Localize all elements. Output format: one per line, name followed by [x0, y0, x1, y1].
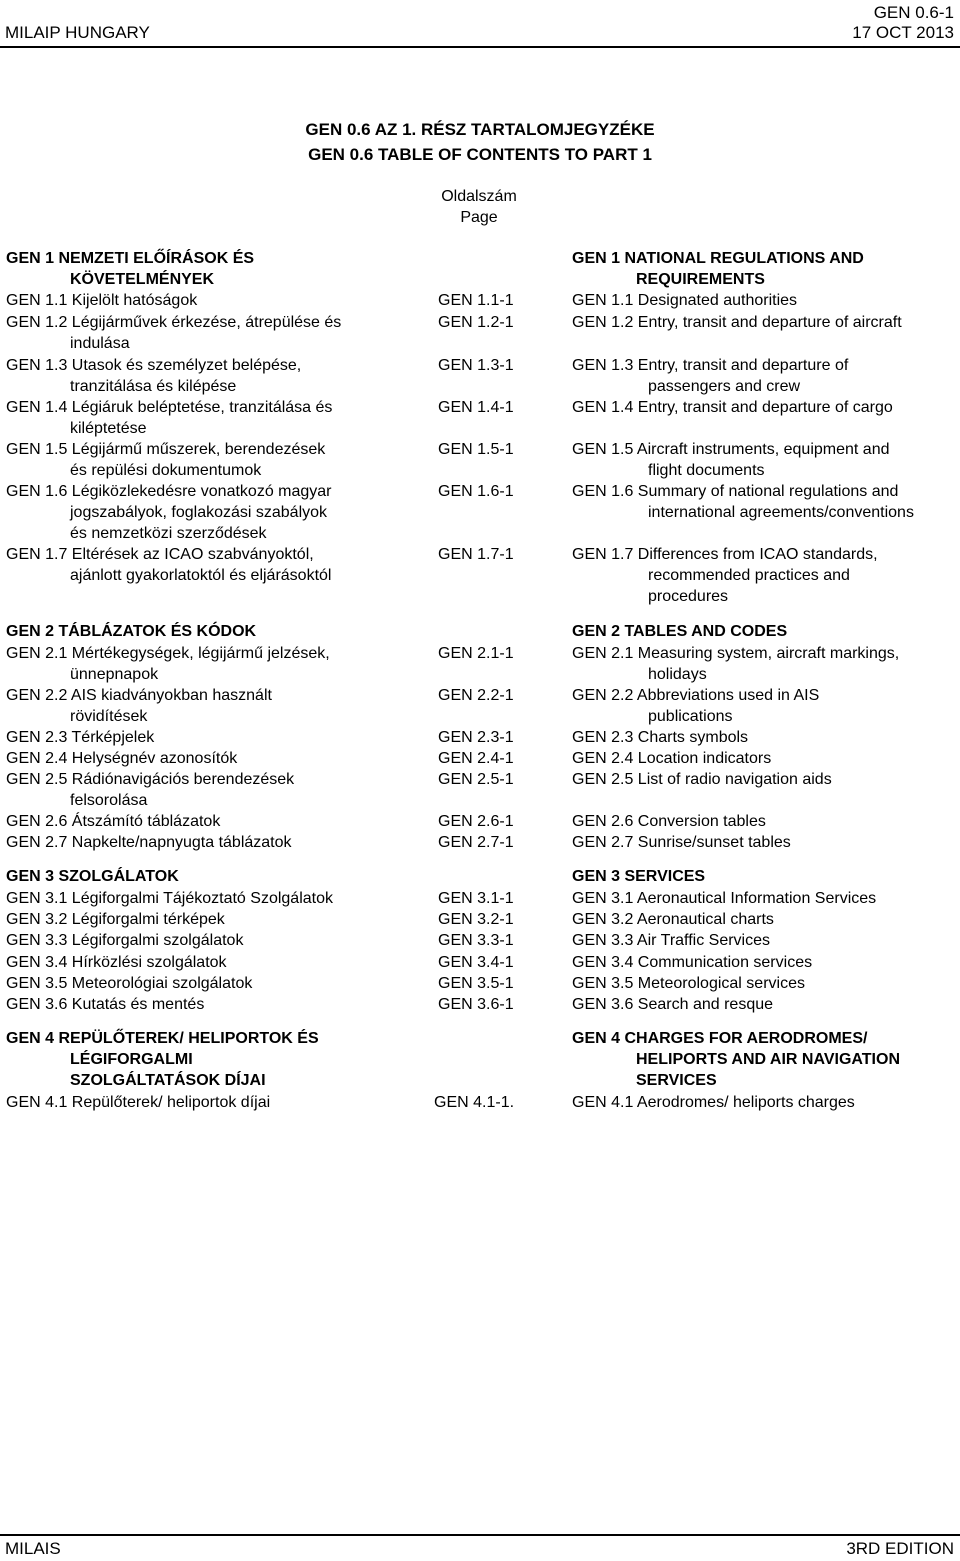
section-heading-en-line1: GEN 4 CHARGES FOR AERODROMES/ [572, 1030, 868, 1047]
toc-entry-en-cont: publications [648, 708, 733, 725]
section-heading-en-line1: GEN 1 NATIONAL REGULATIONS AND [572, 250, 864, 267]
section-heading-hu-line2: KÖVETELMÉNYEK [70, 271, 215, 288]
publication-date: 17 OCT 2013 [852, 23, 954, 42]
toc-entry-en: GEN 3.4 Communication services [572, 954, 813, 971]
toc-page-ref: GEN 1.1-1 [438, 292, 514, 309]
section-heading-hu [6, 248, 406, 290]
toc-entry-en: GEN 1.3 Entry, transit and departure of [572, 357, 849, 374]
toc-entry-hu: GEN 2.6 Átszámító táblázatok [6, 813, 221, 830]
footer-edition: 3RD EDITION [846, 1539, 954, 1558]
toc-page-ref: GEN 2.7-1 [438, 834, 514, 851]
section-heading-en: GEN 3 SERVICES [572, 868, 706, 885]
section-heading-en-line2: HELIPORTS AND AIR NAVIGATION [636, 1051, 900, 1068]
title-english: GEN 0.6 TABLE OF CONTENTS TO PART 1 [308, 145, 652, 164]
toc-entry-hu: GEN 2.7 Napkelte/napnyugta táblázatok [6, 834, 292, 851]
toc-page-ref: GEN 2.6-1 [438, 813, 514, 830]
toc-page-ref: GEN 3.3-1 [438, 932, 514, 949]
toc-entry-en: GEN 3.3 Air Traffic Services [572, 932, 770, 949]
section-heading-hu-line1: GEN 4 REPÜLŐTEREK/ HELIPORTOK ÉS [6, 1030, 319, 1047]
toc-entry-hu-cont: tranzitálása és kilépése [70, 378, 237, 395]
toc-entry-en: GEN 3.1 Aeronautical Information Services [572, 890, 877, 907]
toc-entry-en: GEN 1.6 Summary of national regulations and [572, 483, 899, 500]
column-header-oldalszam: Oldalszám [441, 188, 517, 205]
section-heading-hu-line2: LÉGIFORGALMI [70, 1051, 193, 1068]
toc-entry-hu-cont: rövidítések [70, 708, 148, 725]
publication-name: MILAIP HUNGARY [5, 23, 150, 42]
toc-entry-en: GEN 3.5 Meteorological services [572, 975, 805, 992]
section-heading-en [572, 1028, 957, 1091]
toc-entry-en: GEN 1.7 Differences from ICAO standards, [572, 546, 878, 563]
toc-entry-hu-cont: ajánlott gyakorlatoktól és eljárásoktól [70, 567, 332, 584]
toc-page-ref: GEN 3.5-1 [438, 975, 514, 992]
toc-entry-hu: GEN 3.3 Légiforgalmi szolgálatok [6, 932, 244, 949]
toc-entry-en-cont: passengers and crew [648, 378, 801, 395]
section-heading-en: GEN 2 TABLES AND CODES [572, 623, 788, 640]
toc-entry-en: GEN 3.2 Aeronautical charts [572, 911, 774, 928]
toc-entry-en: GEN 2.4 Location indicators [572, 750, 772, 767]
toc-page-ref: GEN 1.4-1 [438, 399, 514, 416]
toc-page-ref: GEN 1.2-1 [438, 314, 514, 331]
toc-entry-en: GEN 1.1 Designated authorities [572, 292, 798, 309]
toc-entry-hu: GEN 3.2 Légiforgalmi térképek [6, 911, 225, 928]
toc-entry-hu-cont: indulása [70, 335, 130, 352]
toc-entry-hu-cont: és nemzetközi szerződések [70, 525, 267, 542]
toc-entry-hu: GEN 1.5 Légijármű műszerek, berendezések [6, 441, 326, 458]
toc-page-ref: GEN 2.4-1 [438, 750, 514, 767]
toc-entry-hu: GEN 3.5 Meteorológiai szolgálatok [6, 975, 253, 992]
toc-page-ref: GEN 1.7-1 [438, 546, 514, 563]
toc-page-ref: GEN 1.3-1 [438, 357, 514, 374]
toc-page-ref: GEN 3.1-1 [438, 890, 514, 907]
toc-entry-en-cont: holidays [648, 666, 707, 683]
toc-entry-en: GEN 2.6 Conversion tables [572, 813, 766, 830]
toc-entry-en: GEN 2.7 Sunrise/sunset tables [572, 834, 791, 851]
toc-page-ref: GEN 2.3-1 [438, 729, 514, 746]
toc-page-ref: GEN 2.5-1 [438, 771, 514, 788]
section-heading-en [572, 248, 957, 290]
toc-page-ref: GEN 1.5-1 [438, 441, 514, 458]
page-identifier: GEN 0.6-1 [873, 3, 954, 22]
toc-entry-en: GEN 2.2 Abbreviations used in AIS [572, 687, 820, 704]
toc-entry-en: GEN 3.6 Search and resque [572, 996, 774, 1013]
toc-entry-hu-cont: ünnepnapok [70, 666, 159, 683]
toc-entry-hu: GEN 3.1 Légiforgalmi Tájékoztató Szolgálatok [6, 890, 333, 907]
toc-entry-hu-cont: kiléptetése [70, 420, 147, 437]
title-hungarian: GEN 0.6 AZ 1. RÉSZ TARTALOMJEGYZÉKE [305, 120, 655, 139]
toc-page-ref: GEN 2.2-1 [438, 687, 514, 704]
toc-entry-hu-cont: felsorolása [70, 792, 148, 809]
toc-entry-en: GEN 2.1 Measuring system, aircraft markings, [572, 645, 900, 662]
section-heading-hu-line3: SZOLGÁLTATÁSOK DÍJAI [70, 1072, 266, 1089]
toc-page-ref: GEN 4.1-1. [434, 1094, 515, 1111]
toc-entry-hu: GEN 2.5 Rádiónavigációs berendezések [6, 771, 295, 788]
toc-entry-en: GEN 2.5 List of radio navigation aids [572, 771, 832, 788]
section-heading-hu [6, 1028, 406, 1091]
footer-publisher: MILAIS [5, 1539, 61, 1558]
toc-entry-hu-cont: és repülési dokumentumok [70, 462, 262, 479]
toc-entry-hu: GEN 3.4 Hírközlési szolgálatok [6, 954, 227, 971]
toc-entry-hu: GEN 2.4 Helységnév azonosítók [6, 750, 238, 767]
toc-entry-hu-cont: jogszabályok, foglakozási szabályok [70, 504, 328, 521]
toc-entry-hu: GEN 2.1 Mértékegységek, légijármű jelzések, [6, 645, 330, 662]
section-heading-hu: GEN 3 SZOLGÁLATOK [6, 868, 179, 885]
toc-entry-en: GEN 1.2 Entry, transit and departure of aircraft [572, 314, 902, 331]
toc-entry-hu: GEN 2.3 Térképjelek [6, 729, 155, 746]
toc-entry-hu: GEN 1.2 Légijárművek érkezése, átrepülése és [6, 314, 342, 331]
toc-entry-en-cont: procedures [648, 588, 729, 605]
toc-entry-en: GEN 1.5 Aircraft instruments, equipment and [572, 441, 890, 458]
toc-entry-hu: GEN 1.7 Eltérések az ICAO szabványoktól, [6, 546, 314, 563]
section-heading-en-line2: REQUIREMENTS [636, 271, 765, 288]
column-header-page: Page [460, 209, 498, 226]
section-heading-hu: GEN 2 TÁBLÁZATOK ÉS KÓDOK [6, 623, 257, 640]
toc-entry-hu: GEN 3.6 Kutatás és mentés [6, 996, 205, 1013]
toc-entry-hu: GEN 2.2 AIS kiadványokban használt [6, 687, 272, 704]
toc-entry-en: GEN 2.3 Charts symbols [572, 729, 749, 746]
footer-rule [0, 1534, 960, 1536]
toc-page-ref: GEN 3.2-1 [438, 911, 514, 928]
section-heading-hu-line1: GEN 1 NEMZETI ELŐÍRÁSOK ÉS [6, 250, 255, 267]
toc-page-ref: GEN 2.1-1 [438, 645, 514, 662]
section-heading-en-line3: SERVICES [636, 1072, 717, 1089]
toc-page-ref: GEN 3.4-1 [438, 954, 514, 971]
toc-entry-en: GEN 4.1 Aerodromes/ heliports charges [572, 1094, 855, 1111]
toc-page-ref: GEN 3.6-1 [438, 996, 514, 1013]
toc-entry-en-cont: recommended practices and [648, 567, 850, 584]
toc-entry-hu: GEN 1.3 Utasok és személyzet belépése, [6, 357, 302, 374]
toc-entry-en-cont: international agreements/conventions [648, 504, 914, 521]
toc-page-ref: GEN 1.6-1 [438, 483, 514, 500]
toc-entry-hu: GEN 1.1 Kijelölt hatóságok [6, 292, 198, 309]
toc-entry-hu: GEN 1.4 Légiáruk beléptetése, tranzitálása és [6, 399, 333, 416]
header-rule [0, 46, 960, 48]
toc-entry-en-cont: flight documents [648, 462, 765, 479]
toc-entry-hu: GEN 1.6 Légiközlekedésre vonatkozó magyar [6, 483, 332, 500]
toc-entry-en: GEN 1.4 Entry, transit and departure of cargo [572, 399, 893, 416]
toc-entry-hu: GEN 4.1 Repülőterek/ heliportok díjai [6, 1094, 271, 1111]
